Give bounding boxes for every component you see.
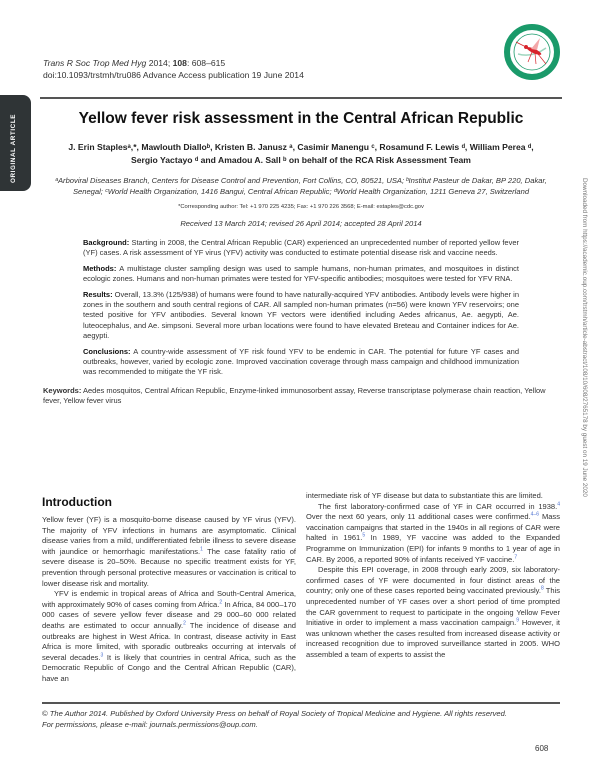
abstract-text: A country-wide assessment of YF risk found YFV to be endemic in CAR. The potential for future YF cases and outbreaks, however, varied by ecologic zone. Improved vaccination coverage through mass campaign and childhood immunization was recommended to mitigate the YF risk. xyxy=(83,346,519,377)
citation-link[interactable]: 8 xyxy=(540,585,544,592)
citation-link[interactable]: 4–6 xyxy=(530,511,540,518)
body-text: In 1989, YF vaccine was added to the Expanded Programme on Immunization (EPI) for infants 9 months to 1 year of age in CAR. By 2006, a reported 90% of infants received YF vaccine. xyxy=(306,533,560,564)
copyright-line: © The Author 2014. Published by Oxford University Press on behalf of Royal Society of Tropical Medicine and Hygiene. All rights reserved. xyxy=(42,709,507,718)
body-text: Despite this EPI coverage, in 2008 through early 2009, six laboratory-confirmed cases of YF were documented in four distinct areas of the country; only one of these cases reported being vaccinated previously. xyxy=(306,565,560,596)
citation-link[interactable]: 3 xyxy=(100,652,104,659)
abstract-background xyxy=(83,238,519,259)
society-logo xyxy=(504,24,560,80)
abstract-label: Results: xyxy=(83,289,113,299)
body-text: However, it was unknown whether the cases resulted from increased disease activity or increased recognition due to improved surveillance started in 2005. WHO assembled a team of experts to assist the xyxy=(306,618,560,659)
copyright-notice xyxy=(42,708,507,730)
permissions-line[interactable]: For permissions, please e-mail: journals.permissions@oup.com. xyxy=(42,720,258,729)
body-column-left xyxy=(42,515,296,685)
abstract xyxy=(83,238,519,378)
citation-link[interactable]: 2 xyxy=(183,620,186,627)
abstract-label: Methods: xyxy=(83,263,117,273)
abstract-label: Background: xyxy=(83,238,130,247)
keywords-text: Aedes mosquitos, Central African Republic, Enzyme-linked immunosorbent assay, Reverse transcriptase polymerase chain reaction, Yellow fever, Yellow fever virus xyxy=(43,385,546,406)
abstract-text: Starting in 2008, the Central African Republic (CAR) experienced an unprecedented number of reported yellow fever (YF) cases. A risk assessment of YF virus (YFV) activity was conducted to estimate potential disease risk and vaccine needs. xyxy=(83,238,519,258)
authors-line: Sergio Yactayo ᵈ and Amadou A. Sall ᵇ on behalf of the RCA Risk Assessment Team xyxy=(131,155,471,165)
section-tab xyxy=(0,95,31,191)
citation-link[interactable]: 1 xyxy=(200,546,203,553)
body-paragraph xyxy=(306,502,560,566)
doi-line[interactable]: doi:10.1093/trstmh/tru086 Advance Access publication 19 June 2014 xyxy=(43,70,304,80)
abstract-conclusions xyxy=(83,347,519,378)
keywords-label: Keywords: xyxy=(43,385,82,395)
body-text: The first laboratory-confirmed case of YF in CAR occurred in 1938. xyxy=(318,501,558,511)
article-title: Yellow fever risk assessment in the Central African Republic xyxy=(78,110,524,127)
body-text: Mass vaccination campaigns that started in the 1940s in all regions of CAR were halted in 1961. xyxy=(306,512,560,543)
body-text: Over the next 60 years, only 11 additional cases were confirmed. xyxy=(306,512,531,522)
body-text: The case fatality ratio of severe disease is 20–50%. Because no specific treatment exists for YF, prevention through personal protective measures or vaccination is critical to lower disease risk and mortality. xyxy=(42,546,296,588)
affiliations: ᵃArboviral Diseases Branch, Centers for Disease Control and Prevention, Fort Collins, CO, 80521, USA; ᵇInstitut Pasteur de Dakar, BP 220, Dakar, Senegal; ᶜWorld Health Organization, 1416 Bangui, Central African Republic; ᵈWorld Health Organization, 1211 Geneva 27, Switzerland xyxy=(55,176,547,196)
pages: : 608–615 xyxy=(186,58,226,68)
body-paragraph xyxy=(306,491,560,502)
body-column-right xyxy=(306,491,560,661)
body-text: intermediate risk of YF disease but data to substantiate this are limited. xyxy=(306,491,543,500)
footer-divider xyxy=(42,702,560,704)
volume: 108 xyxy=(172,58,187,68)
section-tab-label: ORIGINAL ARTICLE xyxy=(10,113,17,183)
body-text: In Africa, 84 000–170 000 cases of severe yellow fever disease and 29 000–60 000 related deaths are estimated to occur annually. xyxy=(42,599,296,630)
corresponding-author: *Corresponding author: Tel: +1 970 225 4235; Fax: +1 970 226 3568; E-mail: estaples@cdc.gov xyxy=(178,204,424,210)
citation-link[interactable]: 9 xyxy=(516,617,519,624)
citation-link[interactable]: 2 xyxy=(219,599,223,606)
journal-abbrev: Trans R Soc Trop Med Hyg xyxy=(43,58,147,68)
author-list xyxy=(40,141,562,167)
authors-line: J. Erin Staplesᵃ,*, Mawlouth Dialloᵇ, Kristen B. Janusz ᵃ, Casimir Manengu ᶜ, Rosamund F. Lewis ᵈ, William Perea ᵈ, xyxy=(68,142,534,152)
article-dates: Received 13 March 2014; revised 26 April 2014; accepted 28 April 2014 xyxy=(180,219,422,228)
header-divider xyxy=(40,97,562,99)
abstract-text: Overall, 13.3% (125/938) of humans were found to have naturally-acquired YFV antibodies. Antibody levels were higher in zones in the southern and south central regions of CAR. All sampled non-human primates (n=56) were known YFV reservoirs; one tested positive for YFV antibodies. Several known YF vectors were identified including Aedes africanus, Ae. aegypti, Ae. luteocephalus, and Ae. simpsoni. Several more urban locations were found to have elevated Breteau and Container indices for Ae. aegypti. xyxy=(83,289,519,341)
abstract-label: Conclusions: xyxy=(83,346,131,356)
body-text: Yellow fever (YF) is a mosquito-borne disease caused by YF virus (YFV). The majority of YFV infections in humans are asymptomatic. Clinical disease varies from a mild, undifferentiated febrile illness to severe disease with jaundice or hemorrhagic manifestations. xyxy=(42,515,296,556)
citation-link[interactable]: 5 xyxy=(362,532,366,539)
download-watermark: Downloaded from https://academic.oup.com/trstmh/article-abstract/108/10/608/2765178 by guest on 19 June 2020 xyxy=(581,178,588,497)
body-text: YFV is endemic in tropical areas of Africa and South-Central America, with approximately 90% of cases coming from Africa. xyxy=(42,589,296,609)
abstract-methods xyxy=(83,264,519,285)
body-text: The incidence of disease and outbreaks are highest in West Africa. In contrast, disease activity in East Africa is more limited, with sporadic outbreaks occurring at intervals of several decades. xyxy=(42,620,296,662)
abstract-text: A multistage cluster sampling design was used to sample humans, non-human primates, and mosquitoes in distinct ecologic zones. Humans and non-human primates were tested for YFV-specific antibodies; mosquitoes were tested for YFV RNA. xyxy=(83,263,519,284)
abstract-results xyxy=(83,290,519,342)
body-paragraph xyxy=(306,565,560,660)
body-paragraph xyxy=(42,589,296,684)
citation-link[interactable]: 7 xyxy=(514,554,518,561)
body-text: It is likely that countries in central Africa, such as the Democratic Republic of Congo and the Central African Republic (CAR), have an xyxy=(42,652,297,683)
journal-citation xyxy=(43,57,304,81)
body-text: This unprecedented number of YF cases over a short period of time prompted the CAR government to request to participate in the ongoing Yellow Fever Initiative in order to implement a mass vaccination campaign. xyxy=(306,586,561,628)
keywords xyxy=(43,386,562,407)
body-paragraph xyxy=(42,515,296,589)
citation-link[interactable]: 4 xyxy=(557,501,560,508)
front-matter xyxy=(40,109,562,407)
page-number: 608 xyxy=(535,744,549,753)
year: 2014; xyxy=(148,58,171,68)
section-heading-introduction: Introduction xyxy=(42,495,112,509)
